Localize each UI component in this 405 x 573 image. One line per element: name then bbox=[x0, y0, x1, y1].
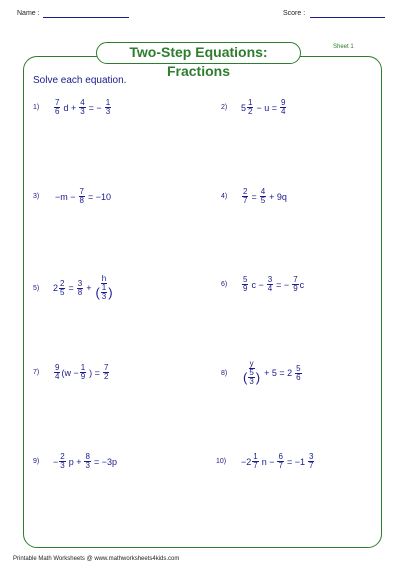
denominator: 6 bbox=[296, 372, 301, 382]
problem-number: 8) bbox=[221, 369, 228, 377]
fraction bbox=[79, 99, 85, 116]
whole-number: 2 bbox=[53, 283, 59, 293]
denominator: 9 bbox=[243, 284, 248, 293]
numerator: 1 bbox=[248, 98, 253, 107]
problem-number: 7) bbox=[33, 369, 40, 376]
operator: + 5 = 2 bbox=[264, 368, 293, 378]
numerator: 1 bbox=[80, 363, 86, 372]
fraction bbox=[277, 453, 283, 470]
term: (w − bbox=[61, 367, 79, 378]
numerator: 1 bbox=[105, 98, 111, 107]
fraction bbox=[54, 99, 60, 116]
denominator: 3 bbox=[85, 461, 90, 470]
denominator: 7 bbox=[243, 196, 248, 205]
fraction bbox=[59, 453, 65, 470]
fraction bbox=[59, 280, 65, 297]
problem-2 bbox=[221, 99, 287, 116]
operator: p + bbox=[68, 456, 82, 467]
numerator: 7 bbox=[55, 98, 60, 107]
fraction bbox=[80, 364, 86, 381]
complex-fraction bbox=[94, 275, 113, 301]
problem-number: 2) bbox=[221, 104, 228, 111]
problem-7 bbox=[33, 364, 110, 381]
problem-6 bbox=[221, 276, 304, 293]
numerator: 1 bbox=[101, 283, 107, 292]
denominator: 3 bbox=[101, 292, 107, 301]
problem-number: 4) bbox=[221, 193, 228, 200]
numerator: 4 bbox=[260, 187, 266, 196]
numerator: 3 bbox=[77, 278, 83, 288]
numerator: 1 bbox=[253, 452, 258, 461]
fraction bbox=[295, 365, 301, 382]
whole-number: 5 bbox=[241, 102, 247, 113]
numerator: 2 bbox=[60, 452, 65, 461]
equation bbox=[241, 276, 304, 293]
problem-number: 10) bbox=[216, 458, 227, 465]
denominator: 3 bbox=[249, 377, 254, 386]
fraction bbox=[79, 188, 85, 205]
denominator: 4 bbox=[267, 284, 273, 293]
numerator: 7 bbox=[293, 275, 298, 284]
term: −m − bbox=[55, 191, 76, 202]
fraction bbox=[252, 453, 258, 470]
worksheet-frame bbox=[23, 56, 382, 548]
equation bbox=[53, 364, 110, 381]
operator: c − bbox=[251, 279, 264, 290]
fraction bbox=[260, 188, 266, 205]
problem-9 bbox=[33, 453, 119, 470]
denominator: 7 bbox=[253, 461, 258, 470]
operator: = −1 bbox=[286, 456, 305, 467]
denominator: 8 bbox=[79, 196, 84, 205]
problem-3 bbox=[33, 188, 113, 205]
numerator: 3 bbox=[308, 452, 314, 461]
numerator: 2 bbox=[60, 278, 65, 288]
fraction bbox=[242, 276, 248, 293]
problem-5 bbox=[33, 275, 115, 301]
denominator: 4 bbox=[281, 107, 286, 116]
numerator: y bbox=[249, 359, 254, 368]
operator: d + bbox=[63, 102, 77, 113]
equation bbox=[241, 453, 315, 470]
operator: = −3p bbox=[93, 456, 117, 467]
problem-number: 9) bbox=[33, 458, 40, 465]
numerator: h bbox=[101, 274, 107, 283]
equation bbox=[53, 453, 119, 470]
equation bbox=[241, 188, 289, 205]
problem-8 bbox=[221, 360, 303, 386]
variable: c bbox=[299, 279, 305, 290]
fraction bbox=[280, 99, 286, 116]
numerator: 5 bbox=[243, 275, 248, 284]
numerator: 5 bbox=[296, 363, 301, 373]
fraction bbox=[308, 453, 314, 470]
denominator: 8 bbox=[77, 287, 83, 297]
fraction bbox=[247, 99, 253, 116]
numerator: 9 bbox=[281, 98, 286, 107]
complex-fraction bbox=[242, 360, 261, 386]
operator: − bbox=[53, 456, 59, 467]
problem-4 bbox=[221, 188, 289, 205]
fraction bbox=[248, 369, 254, 386]
problem-1 bbox=[33, 99, 112, 116]
fraction bbox=[105, 99, 111, 116]
denominator: 5 bbox=[60, 287, 65, 297]
instructions: Solve each equation. bbox=[33, 75, 127, 86]
equation bbox=[53, 188, 113, 205]
numerator: 7 bbox=[79, 187, 84, 196]
numerator: 5 bbox=[249, 368, 254, 377]
problem-number: 5) bbox=[33, 284, 40, 292]
problem-number: 6) bbox=[221, 281, 228, 288]
name-line[interactable] bbox=[43, 17, 129, 18]
denominator bbox=[94, 284, 113, 301]
denominator: 3 bbox=[105, 107, 111, 116]
denominator: 3 bbox=[60, 461, 65, 470]
problem-10 bbox=[216, 453, 315, 470]
equation bbox=[53, 99, 112, 116]
denominator: 4 bbox=[55, 372, 60, 381]
operator: + 9q bbox=[269, 191, 287, 202]
denominator bbox=[242, 369, 261, 386]
footer-text: Printable Math Worksheets @ www.mathworksheets4kids.com bbox=[13, 556, 180, 562]
score-label: Score : bbox=[283, 10, 306, 17]
problem-number: 3) bbox=[33, 193, 40, 200]
denominator: 3 bbox=[80, 107, 85, 116]
score-line[interactable] bbox=[310, 17, 385, 18]
denominator: 7 bbox=[278, 461, 283, 470]
equation bbox=[241, 360, 303, 386]
name-label: Name : bbox=[17, 10, 40, 17]
operator: = −10 bbox=[87, 191, 111, 202]
fraction bbox=[242, 188, 248, 205]
operator: = bbox=[68, 283, 74, 293]
numerator: 9 bbox=[55, 363, 60, 372]
denominator: 2 bbox=[103, 372, 109, 381]
denominator: 9 bbox=[80, 372, 86, 381]
numerator: 4 bbox=[80, 98, 85, 107]
worksheet-title: Two-Step Equations: Fractions bbox=[96, 42, 301, 64]
equation bbox=[53, 275, 115, 301]
paren-open: ( bbox=[95, 285, 100, 300]
denominator: 7 bbox=[308, 461, 314, 470]
operator: = − bbox=[276, 279, 290, 290]
numerator: 3 bbox=[267, 275, 273, 284]
numerator: 8 bbox=[85, 452, 90, 461]
fraction bbox=[54, 364, 60, 381]
fraction bbox=[77, 280, 83, 297]
fraction bbox=[292, 276, 298, 293]
sheet-label: Sheet 1 bbox=[333, 44, 354, 50]
numerator: 7 bbox=[103, 363, 109, 372]
operator: + bbox=[86, 283, 92, 293]
fraction bbox=[103, 364, 109, 381]
denominator: 5 bbox=[260, 196, 266, 205]
operator: = − bbox=[88, 102, 102, 113]
numerator: 6 bbox=[278, 452, 283, 461]
operator: ) = bbox=[89, 367, 100, 378]
whole-number: −2 bbox=[241, 456, 252, 467]
denominator: 6 bbox=[55, 107, 60, 116]
operator: = bbox=[251, 191, 257, 202]
fraction bbox=[84, 453, 90, 470]
problem-number: 1) bbox=[33, 104, 40, 111]
operator: − u = bbox=[256, 102, 277, 113]
denominator: 9 bbox=[293, 284, 298, 293]
fraction bbox=[101, 284, 107, 301]
denominator: 2 bbox=[248, 107, 253, 116]
paren-open: ( bbox=[243, 370, 248, 385]
paren-close: ) bbox=[108, 285, 113, 300]
fraction bbox=[267, 276, 273, 293]
equation bbox=[241, 99, 287, 116]
paren-close: ) bbox=[255, 370, 261, 385]
numerator: 2 bbox=[243, 187, 248, 196]
operator: n − bbox=[261, 456, 275, 467]
